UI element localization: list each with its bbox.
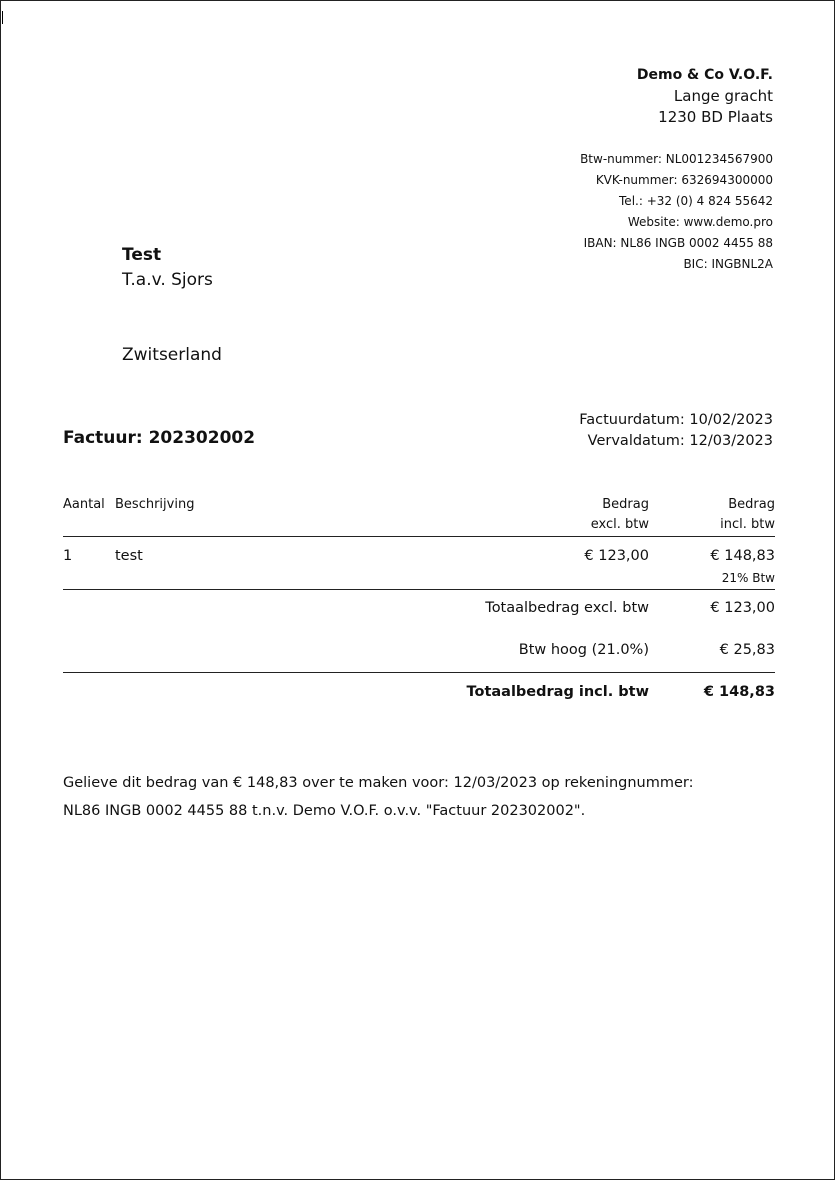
recipient-address <box>122 243 222 365</box>
vat-label: Btw hoog (21.0%) <box>518 642 649 658</box>
row-description: test <box>115 548 143 564</box>
payment-note-line1: Gelieve dit bedrag van € 148,83 over te maken voor: 12/03/2023 op rekeningnummer: <box>63 775 694 791</box>
header-qty: Aantal <box>63 497 105 512</box>
recipient-attention: T.a.v. Sjors <box>122 270 213 290</box>
invoice-dates <box>579 410 773 452</box>
text-cursor <box>2 11 3 24</box>
header-description: Beschrijving <box>115 497 195 512</box>
company-name: Demo & Co V.O.F. <box>636 67 773 83</box>
invoice-title: Factuur: 202302002 <box>63 428 256 448</box>
company-phone: Tel.: +32 (0) 4 824 55642 <box>619 194 773 208</box>
header-amount-excl-line1: Bedrag <box>602 497 649 512</box>
company-kvk-number: KVK-nummer: 632694300000 <box>595 173 773 187</box>
payment-instructions <box>63 769 763 825</box>
company-vat-number: Btw-nummer: NL001234567900 <box>580 152 773 166</box>
company-details <box>580 149 773 275</box>
header-amount-excl-line2: excl. btw <box>590 517 649 532</box>
row-vat-note: 21% Btw <box>721 571 775 585</box>
row-qty: 1 <box>63 548 73 564</box>
vat-value: € 25,83 <box>719 642 775 658</box>
subtotal-value: € 123,00 <box>710 600 775 616</box>
totals-divider <box>63 672 775 673</box>
header-divider <box>63 536 775 537</box>
company-street: Lange gracht <box>673 87 773 105</box>
subtotal-label: Totaalbedrag excl. btw <box>485 600 649 616</box>
company-website: Website: www.demo.pro <box>627 215 773 229</box>
header-amount-incl-line2: incl. btw <box>720 517 775 532</box>
total-label: Totaalbedrag incl. btw <box>466 684 649 700</box>
due-date: Vervaldatum: 12/03/2023 <box>587 433 773 449</box>
company-bic: BIC: INGBNL2A <box>683 257 773 271</box>
recipient-name: Test <box>122 245 162 265</box>
row-amount-incl: € 148,83 <box>710 548 775 564</box>
payment-note-line2: NL86 INGB 0002 4455 88 t.n.v. Demo V.O.F. o.v.v. "Factuur 202302002". <box>63 803 586 819</box>
company-iban: IBAN: NL86 INGB 0002 4455 88 <box>583 236 773 250</box>
header-amount-incl-line1: Bedrag <box>728 497 775 512</box>
company-header <box>637 65 773 128</box>
row-amount-excl: € 123,00 <box>584 548 649 564</box>
row-divider <box>63 589 775 590</box>
invoice-date: Factuurdatum: 10/02/2023 <box>579 412 773 428</box>
total-value: € 148,83 <box>703 684 775 700</box>
company-city: 1230 BD Plaats <box>658 108 773 126</box>
recipient-country: Zwitserland <box>122 345 222 365</box>
